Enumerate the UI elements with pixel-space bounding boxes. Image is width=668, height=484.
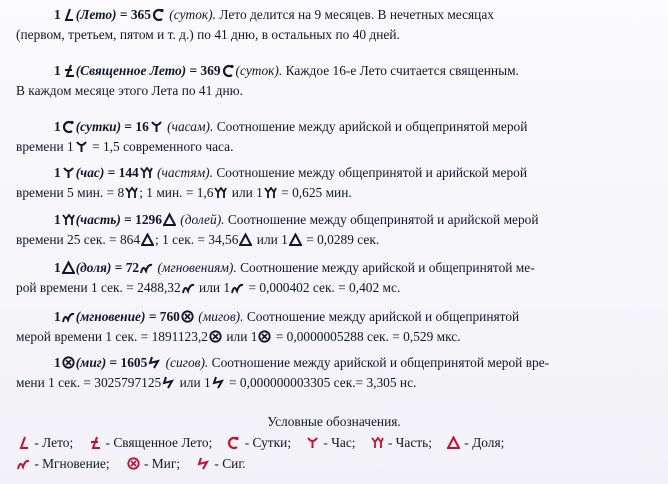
dolya-icon bbox=[62, 261, 75, 274]
chast-icon bbox=[62, 213, 75, 226]
chas-icon bbox=[62, 166, 75, 179]
description-text: времени 1 bbox=[16, 138, 74, 154]
mig-icon bbox=[181, 310, 194, 323]
unit-term: (мгновение) bbox=[75, 309, 146, 324]
chast-icon bbox=[214, 186, 227, 199]
unit-equation: = 72 bbox=[111, 260, 140, 275]
unit-count: 1 bbox=[54, 119, 61, 134]
description-text: (первом, третьем, пятом и т. д.) по 41 дню, в остальных по 40 дней. bbox=[16, 26, 400, 42]
unit-term: (миг) bbox=[75, 355, 107, 370]
mig-icon bbox=[209, 330, 222, 343]
unit-equation: = 760 bbox=[145, 309, 180, 324]
description-text: или 1 bbox=[176, 374, 211, 390]
description-text: времени 5 мин. = 8 bbox=[16, 184, 125, 200]
text-line bbox=[16, 6, 652, 24]
text-line bbox=[16, 279, 652, 297]
unit-term: (часть) bbox=[75, 212, 121, 227]
mgnov-icon bbox=[140, 261, 153, 274]
unit-count: 1 bbox=[54, 212, 61, 227]
text-line bbox=[16, 62, 652, 80]
chast-icon bbox=[125, 186, 138, 199]
text-line bbox=[16, 26, 652, 44]
unit-count: 1 bbox=[54, 63, 61, 78]
text-line bbox=[16, 184, 652, 202]
description-text: мерой времени 1 сек. = 1891123,2 bbox=[16, 328, 208, 344]
unit-term: (часам). bbox=[163, 119, 214, 134]
legend-label: - Сутки; bbox=[241, 435, 292, 450]
chas-icon bbox=[150, 120, 163, 133]
unit-equation: = 1296 bbox=[120, 212, 162, 227]
legend-item bbox=[16, 456, 110, 471]
sig-icon bbox=[212, 376, 225, 389]
mgnov-icon bbox=[62, 310, 75, 323]
unit-term: (Священное Лето) bbox=[75, 63, 187, 78]
unit-term: (мигов). bbox=[194, 309, 244, 324]
unit-term: (доля) bbox=[75, 260, 112, 275]
definition-block bbox=[16, 259, 652, 296]
chas-icon bbox=[75, 140, 88, 153]
sutki-icon bbox=[152, 8, 165, 21]
unit-count: 1 bbox=[54, 309, 61, 324]
description-text: Соотношение между общепринятой и арийской мерой bbox=[224, 212, 539, 227]
sig-icon bbox=[148, 356, 161, 369]
chast-icon bbox=[371, 436, 384, 449]
description-text: рой времени 1 сек. = 2488,32 bbox=[16, 279, 181, 295]
legend-item bbox=[196, 456, 246, 471]
dolya-icon bbox=[239, 233, 252, 246]
unit-term: (сигов). bbox=[162, 355, 209, 370]
description-text: = 0,000402 сек. = 0,402 мс. bbox=[245, 279, 401, 295]
legend-item bbox=[370, 435, 432, 450]
sutki-icon bbox=[62, 120, 75, 133]
unit-equation: = 16 bbox=[121, 119, 149, 134]
description-text: ; 1 мин. = 1,6 bbox=[139, 184, 214, 200]
description-text: или 1 bbox=[223, 328, 258, 344]
dolya-icon bbox=[141, 233, 154, 246]
leto-icon bbox=[17, 436, 30, 449]
mgnov-icon bbox=[231, 281, 244, 294]
dolya-icon bbox=[163, 213, 176, 226]
text-line bbox=[16, 259, 652, 277]
unit-count: 1 bbox=[54, 355, 61, 370]
legend-item bbox=[305, 435, 355, 450]
description-text: времени 25 сек. = 864 bbox=[16, 231, 141, 247]
legend-item bbox=[126, 456, 180, 471]
chast-icon bbox=[264, 186, 277, 199]
mgnov-icon bbox=[182, 281, 195, 294]
description-text: Лето делится на 9 месяцев. В нечетных месяцах bbox=[215, 7, 494, 22]
legend-row bbox=[16, 434, 652, 452]
unit-term: (мгновениям). bbox=[154, 260, 237, 275]
description-text: Соотношение между арийской и общепринятой bbox=[243, 309, 520, 324]
definition-block bbox=[16, 211, 652, 248]
description-text: = 1,5 современного часа. bbox=[88, 138, 234, 154]
text-line bbox=[16, 231, 652, 249]
mig-icon bbox=[62, 356, 75, 369]
definition-block bbox=[16, 164, 652, 201]
unit-term: (суток). bbox=[235, 63, 283, 78]
description-text: или 1 bbox=[253, 231, 288, 247]
mgnov-icon bbox=[17, 457, 30, 470]
description-text: В каждом месяце этого Лета по 41 дню. bbox=[16, 82, 243, 98]
definition-block bbox=[16, 308, 652, 345]
description-text: Соотношение между общепринятой и арийской мерой bbox=[212, 165, 528, 180]
text-line bbox=[16, 308, 652, 326]
dolya-icon bbox=[289, 233, 302, 246]
mig-icon bbox=[258, 330, 271, 343]
unit-equation: = 144 bbox=[104, 165, 139, 180]
description-text: или 1 bbox=[195, 279, 231, 295]
description-text: = 0,000000003305 сек.= 3,305 нс. bbox=[225, 374, 417, 390]
chas-icon bbox=[306, 436, 319, 449]
legend-label: - Священное Лето; bbox=[102, 435, 213, 450]
legend-item bbox=[87, 435, 212, 450]
unit-count: 1 bbox=[54, 165, 61, 180]
sutki-icon bbox=[227, 436, 240, 449]
unit-count: 1 bbox=[54, 260, 61, 275]
legend-item bbox=[226, 435, 291, 450]
unit-equation: = 369 bbox=[186, 63, 221, 78]
text-line bbox=[16, 374, 652, 392]
text-line bbox=[16, 118, 652, 136]
legend-label: - Лето; bbox=[31, 435, 74, 450]
unit-term: (долей). bbox=[176, 212, 225, 227]
unit-equation: = 365 bbox=[116, 7, 151, 22]
legend-label: - Часть; bbox=[384, 435, 432, 450]
description-text: = 0,625 мин. bbox=[277, 184, 352, 200]
chast-icon bbox=[140, 166, 153, 179]
legend-label: - Доля; bbox=[460, 435, 505, 450]
definition-block bbox=[16, 6, 652, 43]
description-text: = 0,0000005288 сек. = 0,529 мкс. bbox=[272, 328, 461, 344]
mig-icon bbox=[127, 457, 140, 470]
legend-item bbox=[16, 435, 73, 450]
unit-term: (частям). bbox=[153, 165, 213, 180]
legend-title: Условные обозначения. bbox=[267, 414, 401, 429]
legend-label: - Миг; bbox=[140, 456, 181, 471]
text-line bbox=[16, 328, 652, 346]
unit-term: (час) bbox=[75, 165, 105, 180]
svleto-icon bbox=[62, 64, 75, 77]
leto-icon bbox=[62, 8, 75, 21]
definition-block bbox=[16, 354, 652, 391]
description-text: мени 1 сек. = 3025797125 bbox=[16, 374, 162, 390]
description-text: Соотношение между арийской и общепринятой ме- bbox=[236, 260, 535, 275]
definition-block bbox=[16, 118, 652, 155]
legend-label: - Час; bbox=[320, 435, 356, 450]
unit-term: (Лето) bbox=[75, 7, 117, 22]
legend-label: - Мгновение; bbox=[31, 456, 110, 471]
text-line bbox=[16, 354, 652, 372]
text-line bbox=[16, 138, 652, 156]
unit-count: 1 bbox=[54, 7, 61, 22]
legend-row bbox=[16, 455, 652, 473]
text-line bbox=[16, 211, 652, 229]
dolya-icon bbox=[447, 436, 460, 449]
text-line bbox=[16, 164, 652, 182]
description-text: = 0,0289 сек. bbox=[302, 231, 380, 247]
legend-item bbox=[446, 435, 504, 450]
description-text: или 1 bbox=[228, 184, 263, 200]
legend-label: - Сиг. bbox=[211, 456, 246, 471]
svleto-icon bbox=[88, 436, 101, 449]
sutki-icon bbox=[222, 64, 235, 77]
sig-icon bbox=[197, 457, 210, 470]
description-text: ; 1 сек. = 34,56 bbox=[155, 231, 239, 247]
unit-term: (сутки) bbox=[75, 119, 122, 134]
unit-equation: = 1605 bbox=[106, 355, 148, 370]
sig-icon bbox=[162, 376, 175, 389]
definition-block bbox=[16, 62, 652, 99]
description-text: Соотношение между арийской и общепринятой мерой вре- bbox=[208, 355, 550, 370]
description-text: Соотношение между арийской и общепринятой мерой bbox=[213, 119, 528, 134]
unit-term: (суток). bbox=[165, 7, 216, 22]
text-line bbox=[16, 82, 652, 100]
description-text: Каждое 16-е Лето считается священным. bbox=[282, 63, 519, 78]
